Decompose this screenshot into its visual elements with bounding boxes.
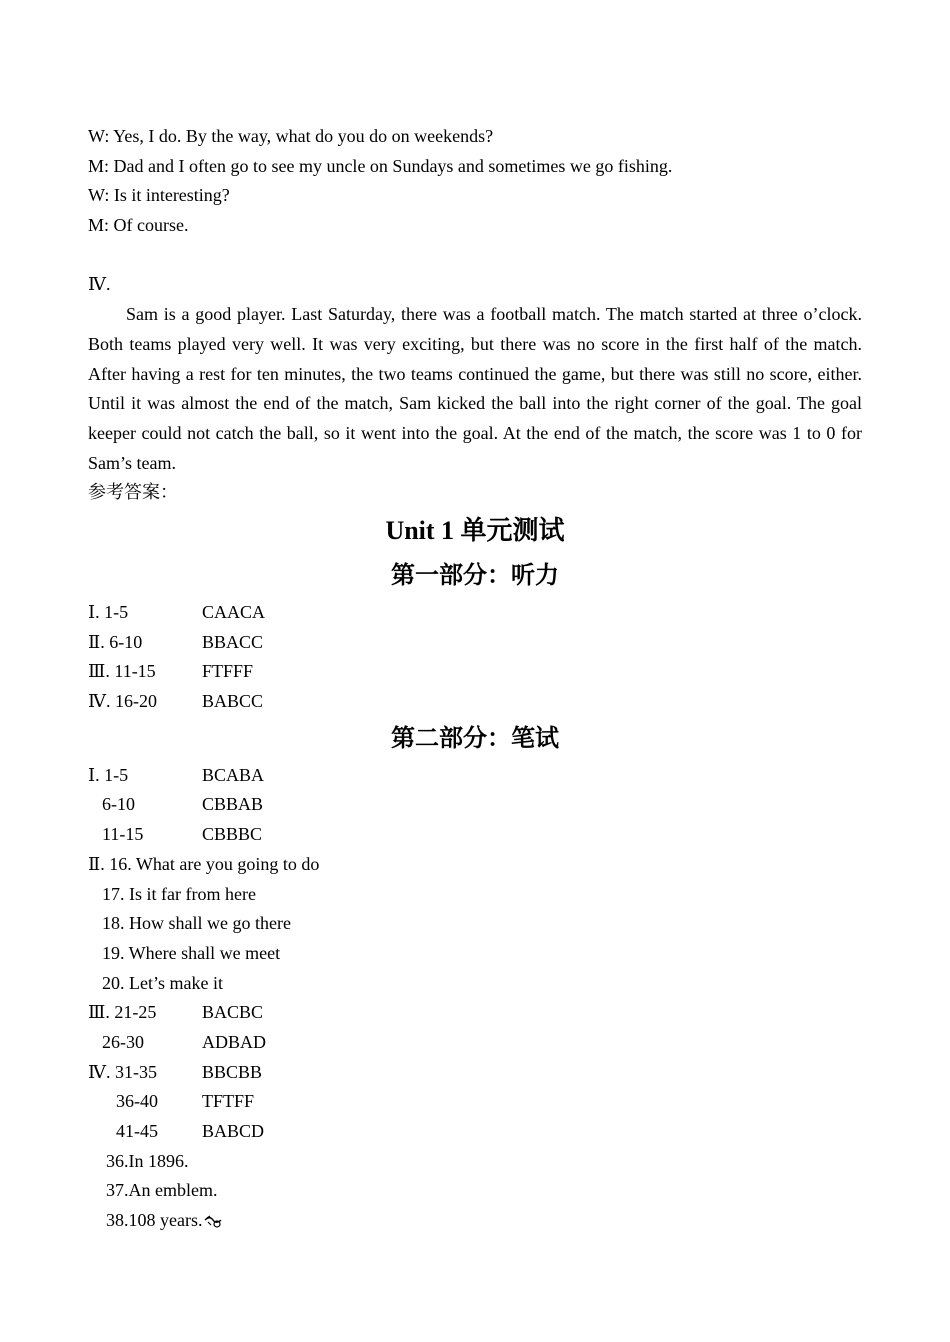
row-label: Ⅲ. 11-15 bbox=[88, 661, 156, 682]
dialogue-line: W: Yes, I do. By the way, what do you do on weekends? bbox=[88, 126, 494, 146]
sentence-answer: 19. Where shall we meet bbox=[102, 942, 281, 963]
sentence-answer: 17. Is it far from here bbox=[102, 883, 256, 904]
row-answer: BABCC bbox=[202, 691, 264, 712]
row-label: 26-30 bbox=[102, 1031, 144, 1052]
answer-row bbox=[88, 820, 862, 850]
answer-row bbox=[88, 598, 862, 628]
listening-passage: Sam is a good player. Last Saturday, there was a football match. The match started at three o’clock. Both teams played very well. It was very exciting, but there was no score in the first half of the match. After having a rest for ten minutes, the two teams continued the game, but there was still no score, either. Until it was almost the end of the match, Sam kicked the ball into the right corner of the goal. The goal keeper could not catch the ball, so it went into the goal. At the end of the match, the score was 1 to 0 for Sam’s team. bbox=[88, 304, 862, 473]
row-label: 11-15 bbox=[102, 824, 144, 845]
answer-key-label: 参考答案： bbox=[88, 482, 178, 503]
dialogue-line: M: Dad and I often go to see my uncle on Sundays and sometimes we go fishing. bbox=[88, 155, 673, 176]
row-answer: FTFFF bbox=[202, 661, 254, 682]
answer-row bbox=[88, 687, 862, 717]
dialogue-line: M: Of course. bbox=[88, 215, 189, 236]
answer-row bbox=[88, 657, 862, 687]
section-iv-label: Ⅳ. bbox=[88, 274, 111, 295]
row-label: 41-45 bbox=[116, 1121, 158, 1142]
answer-row bbox=[88, 790, 862, 820]
short-answer: 38.108 years. bbox=[106, 1210, 203, 1231]
row-label: Ⅰ. 1-5 bbox=[88, 602, 129, 623]
sentence-answer: 18. How shall we go there bbox=[102, 913, 291, 934]
row-label: Ⅲ. 21-25 bbox=[88, 1002, 157, 1023]
row-label: Ⅳ. 16-20 bbox=[88, 691, 157, 712]
answer-row bbox=[88, 628, 862, 658]
row-label: 6-10 bbox=[102, 794, 135, 815]
dialogue-line: W: Is it interesting? bbox=[88, 185, 230, 206]
decorative-mark-icon bbox=[204, 1215, 224, 1229]
answer-row bbox=[88, 1028, 862, 1058]
row-answer: ADBAD bbox=[202, 1031, 267, 1052]
row-answer: BCABA bbox=[202, 764, 265, 785]
row-answer: BBCBB bbox=[202, 1061, 263, 1082]
row-answer: BACBC bbox=[202, 1002, 264, 1023]
row-answer: CBBBC bbox=[202, 824, 263, 845]
row-label: Ⅳ. 31-35 bbox=[88, 1061, 157, 1082]
part2-heading: 第二部分：笔试 bbox=[391, 725, 559, 752]
row-answer: BABCD bbox=[202, 1121, 265, 1142]
spacer bbox=[88, 241, 862, 271]
answer-row bbox=[88, 1087, 862, 1117]
sentence-answer: 20. Let’s make it bbox=[102, 972, 223, 993]
row-answer: CAACA bbox=[202, 602, 266, 623]
row-answer: BBACC bbox=[202, 631, 264, 652]
sentence-answer: Ⅱ. 16. What are you going to do bbox=[88, 853, 320, 874]
short-answer-row bbox=[88, 1206, 862, 1236]
unit-title: Unit 1 单元测试 bbox=[385, 516, 565, 546]
answer-row bbox=[88, 998, 862, 1028]
row-label: Ⅰ. 1-5 bbox=[88, 764, 129, 785]
part1-heading: 第一部分：听力 bbox=[391, 563, 559, 590]
row-answer: CBBAB bbox=[202, 794, 264, 815]
short-answer: 36.In 1896. bbox=[106, 1150, 189, 1171]
short-answer: 37.An emblem. bbox=[106, 1180, 218, 1201]
answer-row bbox=[88, 1117, 862, 1147]
document-page bbox=[88, 122, 862, 1236]
answer-row bbox=[88, 761, 862, 791]
row-label: 36-40 bbox=[116, 1091, 158, 1112]
row-answer: TFTFF bbox=[202, 1091, 255, 1112]
row-label: Ⅱ. 6-10 bbox=[88, 631, 143, 652]
answer-row bbox=[88, 1058, 862, 1088]
